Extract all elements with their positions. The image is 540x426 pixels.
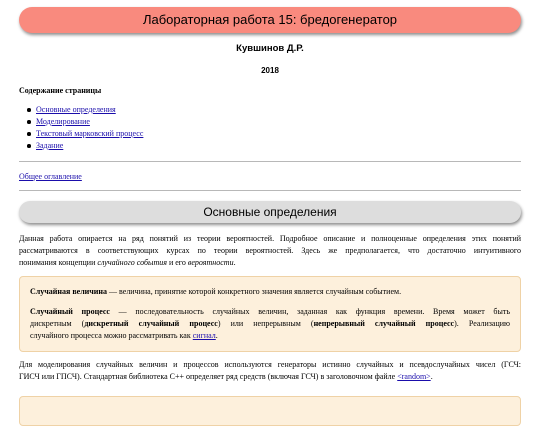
author-name: Кувшинов Д.Р. (236, 43, 304, 54)
term-random-process: Случайный процесс (30, 307, 110, 316)
section-title: Основные определения (19, 201, 521, 223)
general-index-link[interactable]: Общее оглавление (19, 172, 82, 181)
term-discrete-process: дискретный случайный процесс (84, 319, 218, 328)
toc-link-modeling[interactable]: Моделирование (36, 117, 90, 126)
table-of-contents (19, 104, 143, 152)
definition-random-variable: Случайная величина — величина, принятие которой конкретного значения является случайным событием. (30, 287, 402, 296)
intro-paragraph (19, 233, 521, 269)
publication-year: 2018 (261, 66, 279, 75)
divider (19, 161, 521, 162)
random-header-link[interactable]: <random> (397, 372, 431, 381)
next-definition-box (19, 396, 521, 426)
divider (19, 190, 521, 191)
toc-item (19, 116, 143, 128)
term-probability: вероятности (187, 258, 234, 267)
page-title: Лабораторная работа 15: бредогенератор (19, 7, 521, 33)
toc-item (19, 128, 143, 140)
toc-item (19, 140, 143, 152)
toc-heading: Содержание страницы (19, 86, 102, 95)
definition-box (19, 276, 521, 352)
definition-random-process: Случайный процесс — последовательность случайных величин, заданная как функция времени. Время может быть дискретным (дискретный случайный процесс) или непрерывным (непрерывный случайный процесс). Реализацию случайного процесса можно рассматривать как сигнал. (30, 307, 510, 340)
generators-paragraph (19, 359, 521, 383)
term-random-event: случайного события (97, 258, 167, 267)
toc-item (19, 104, 143, 116)
toc-link-task[interactable]: Задание (36, 141, 64, 150)
term-continuous-process: непрерывный случайный процесс (313, 319, 455, 328)
intro-line: Данная работа опирается на ряд понятий из теории вероятностей. Подробное описание и полноценные определения этих понятий (19, 234, 521, 243)
toc-link-definitions[interactable]: Основные определения (36, 105, 116, 114)
signal-link[interactable]: сигнал (192, 331, 216, 340)
intro-line: понимания концепции случайного события и его вероятности. (19, 258, 236, 267)
generators-line: Для моделирования случайных величин и процессов используются генераторы истинно случайных и псевдослучайных чисел (ГСЧ: (19, 360, 521, 369)
intro-line: рассматриваются в соответствующих курсах по теории вероятностей. Здесь же предполагается, что достаточно интуитивного (19, 246, 521, 255)
generators-line: ГИСЧ или ГПСЧ). Стандартная библиотека C++ определяет ряд средств (включая ГСЧ) в заголовочном файле <random>. (19, 372, 433, 381)
toc-link-markov[interactable]: Текстовый марковский процесс (36, 129, 144, 138)
term-random-variable: Случайная величина (30, 287, 108, 296)
